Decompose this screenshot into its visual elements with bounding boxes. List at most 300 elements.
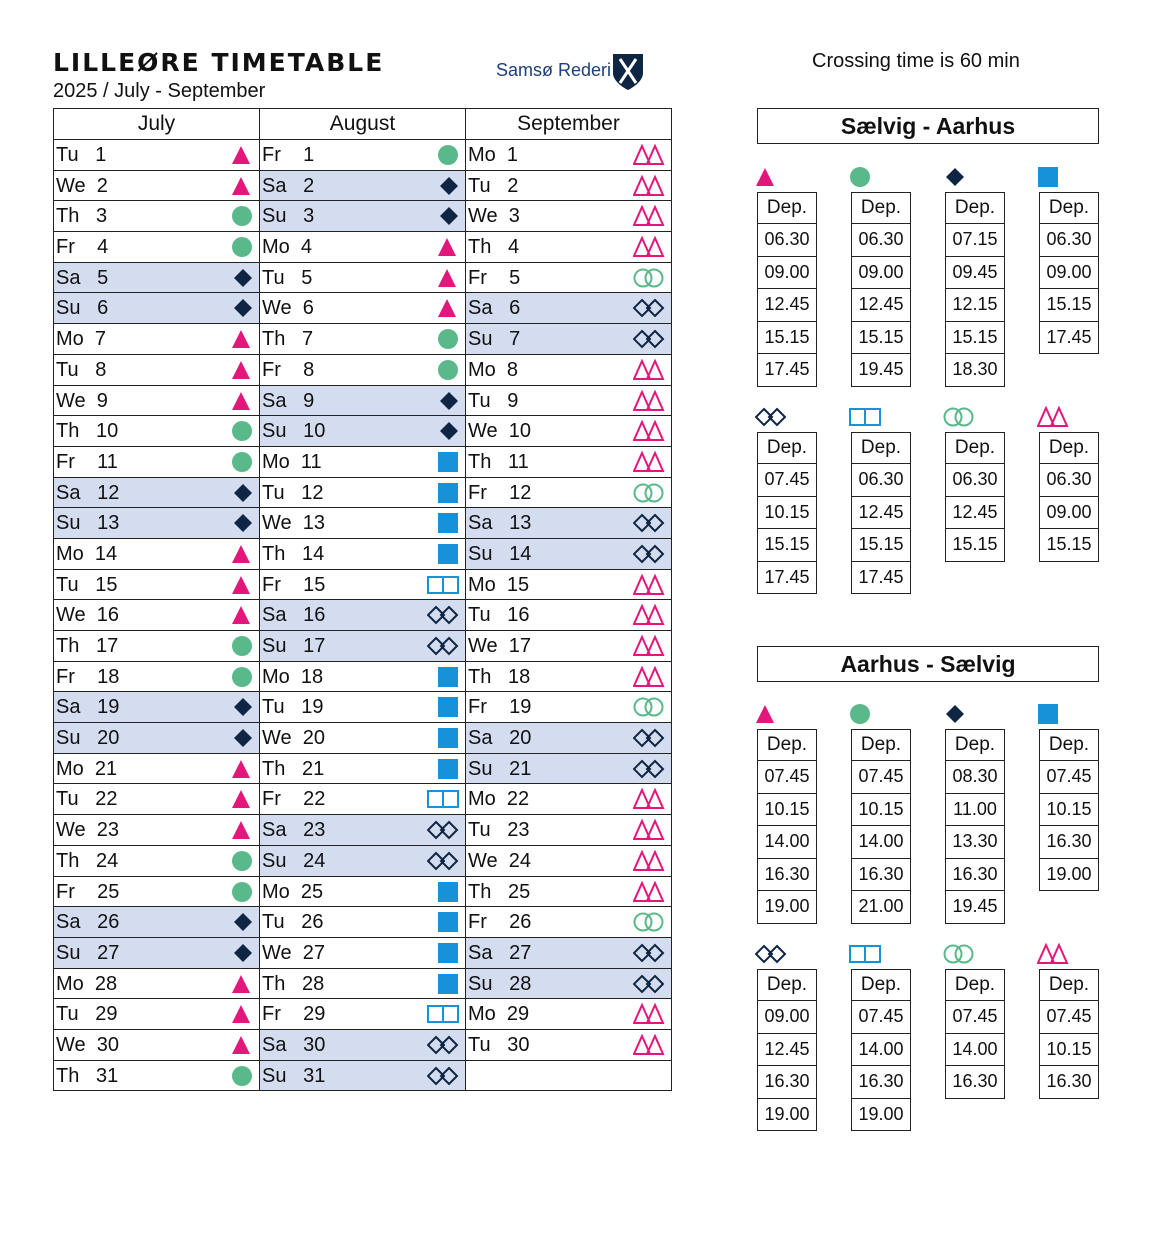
schedule-symbol xyxy=(427,727,459,749)
schedule-legend-symbol xyxy=(943,943,975,965)
schedule-symbol xyxy=(427,881,459,903)
schedule-symbol xyxy=(427,267,459,289)
day-label: Su 6 xyxy=(56,297,109,320)
schedule-symbol xyxy=(633,512,665,534)
day-cell xyxy=(466,293,672,324)
day-cell xyxy=(54,201,260,232)
navy-diamond-icon xyxy=(427,175,459,197)
schedule-symbol xyxy=(221,819,253,841)
schedule-symbol xyxy=(633,543,665,565)
day-cell xyxy=(466,385,672,416)
calendar-row xyxy=(54,170,672,201)
departure-header: Dep. xyxy=(946,433,1005,464)
schedule-legend-symbol xyxy=(849,406,881,428)
blue-square-icon xyxy=(427,512,459,534)
schedule-symbol xyxy=(221,881,253,903)
day-label: Fr 25 xyxy=(56,880,120,903)
schedule-symbol xyxy=(633,175,665,197)
schedule-symbol xyxy=(633,819,665,841)
day-cell xyxy=(54,723,260,754)
calendar-row xyxy=(54,232,672,263)
departure-time: 17.45 xyxy=(758,354,817,387)
day-cell xyxy=(54,968,260,999)
blue-double-square-icon xyxy=(427,788,459,810)
day-cell xyxy=(466,784,672,815)
schedule-symbol xyxy=(633,297,665,319)
departure-time: 16.30 xyxy=(946,1066,1005,1099)
day-label: Mo 14 xyxy=(56,542,118,565)
day-cell xyxy=(466,538,672,569)
day-cell xyxy=(260,324,466,355)
departure-header: Dep. xyxy=(946,193,1005,224)
day-label: Su 3 xyxy=(262,205,315,228)
schedule-symbol xyxy=(633,635,665,657)
navy-diamond-icon xyxy=(221,482,253,504)
blue-square-icon xyxy=(427,758,459,780)
departure-time: 17.45 xyxy=(852,561,911,594)
day-cell xyxy=(260,140,466,171)
schedule-symbol xyxy=(427,819,459,841)
day-cell xyxy=(466,477,672,508)
departure-table xyxy=(757,729,817,924)
calendar-row xyxy=(54,446,672,477)
departure-time: 09.00 xyxy=(758,1001,817,1034)
navy-double-diamond-icon xyxy=(427,819,459,841)
schedule-symbol xyxy=(633,727,665,749)
day-cell xyxy=(466,508,672,539)
navy-double-diamond-icon xyxy=(633,942,665,964)
departure-time: 16.30 xyxy=(758,858,817,891)
departure-time: 16.30 xyxy=(758,1066,817,1099)
departure-time: 12.45 xyxy=(758,1033,817,1066)
green-circle-icon xyxy=(849,703,881,725)
pink-double-triangle-icon xyxy=(633,451,665,473)
navy-double-diamond-icon xyxy=(427,1065,459,1087)
schedule-symbol xyxy=(427,175,459,197)
day-cell xyxy=(466,907,672,938)
day-cell xyxy=(260,385,466,416)
day-label: We 9 xyxy=(56,389,108,412)
schedule-symbol xyxy=(427,1003,459,1025)
departure-time: 07.45 xyxy=(758,464,817,497)
departure-table xyxy=(945,432,1005,562)
blue-double-square-icon xyxy=(427,574,459,596)
day-label: Tu 5 xyxy=(262,266,313,289)
day-label: We 24 xyxy=(468,849,531,872)
pink-triangle-icon xyxy=(221,758,253,780)
pink-triangle-icon xyxy=(221,973,253,995)
day-label: Mo 11 xyxy=(262,450,322,473)
day-label: Sa 2 xyxy=(262,174,315,197)
departure-table xyxy=(757,432,817,594)
schedule-symbol xyxy=(427,359,459,381)
navy-diamond-icon xyxy=(221,942,253,964)
schedule-legend-symbol xyxy=(755,166,787,188)
schedule-symbol xyxy=(427,850,459,872)
day-label: Tu 19 xyxy=(262,696,324,719)
pink-double-triangle-icon xyxy=(633,420,665,442)
departure-header: Dep. xyxy=(758,970,817,1001)
day-label: Tu 22 xyxy=(56,788,118,811)
schedule-symbol xyxy=(427,328,459,350)
blue-square-icon xyxy=(427,973,459,995)
day-label: We 30 xyxy=(56,1033,119,1056)
schedule-symbol xyxy=(221,236,253,258)
schedule-symbol xyxy=(221,911,253,933)
departure-time: 06.30 xyxy=(758,224,817,257)
departure-table xyxy=(851,969,911,1131)
pink-triangle-icon xyxy=(221,543,253,565)
departure-time: 07.45 xyxy=(946,1001,1005,1034)
green-circle-icon xyxy=(221,236,253,258)
departure-time: 17.45 xyxy=(1040,321,1099,354)
pink-double-triangle-icon xyxy=(633,175,665,197)
departure-table xyxy=(851,192,911,387)
day-label: Fr 5 xyxy=(468,266,521,289)
schedule-symbol xyxy=(633,420,665,442)
day-label: Fr 29 xyxy=(262,1003,326,1026)
departure-time: 07.45 xyxy=(852,1001,911,1034)
day-label: Th 25 xyxy=(468,880,531,903)
day-label: Tu 16 xyxy=(468,604,530,627)
navy-double-diamond-icon xyxy=(633,328,665,350)
pink-double-triangle-icon xyxy=(633,819,665,841)
schedule-legend-symbol xyxy=(755,943,787,965)
calendar-row xyxy=(54,937,672,968)
schedule-symbol xyxy=(633,482,665,504)
pink-double-triangle-icon xyxy=(633,881,665,903)
schedule-symbol xyxy=(427,512,459,534)
day-cell xyxy=(260,784,466,815)
schedule-symbol xyxy=(633,604,665,626)
departure-time: 09.45 xyxy=(946,256,1005,289)
calendar-row xyxy=(54,416,672,447)
schedule-symbol xyxy=(221,942,253,964)
schedule-symbol xyxy=(633,390,665,412)
calendar-row xyxy=(54,999,672,1030)
day-label: Tu 2 xyxy=(468,174,519,197)
day-cell xyxy=(54,845,260,876)
day-cell xyxy=(260,753,466,784)
day-cell xyxy=(260,631,466,662)
day-label: Su 31 xyxy=(262,1064,326,1087)
calendar-row xyxy=(54,876,672,907)
day-cell xyxy=(260,815,466,846)
day-cell xyxy=(466,723,672,754)
departure-time: 07.45 xyxy=(1040,1001,1099,1034)
departure-time: 12.45 xyxy=(852,289,911,322)
schedule-symbol xyxy=(427,604,459,626)
day-cell xyxy=(466,232,672,263)
pink-triangle-icon xyxy=(221,144,253,166)
day-label: Fr 4 xyxy=(56,236,109,259)
day-cell xyxy=(260,937,466,968)
schedule-symbol xyxy=(427,666,459,688)
day-label: Sa 12 xyxy=(56,481,120,504)
day-label: Sa 16 xyxy=(262,604,326,627)
departure-table xyxy=(945,729,1005,924)
departure-time: 06.30 xyxy=(852,224,911,257)
departure-time: 07.45 xyxy=(1040,761,1099,794)
departure-time: 07.45 xyxy=(758,761,817,794)
day-label: Th 4 xyxy=(468,236,520,259)
pink-triangle-icon xyxy=(221,1034,253,1056)
departure-time: 16.30 xyxy=(946,858,1005,891)
day-label: We 13 xyxy=(262,512,325,535)
day-cell xyxy=(260,907,466,938)
departure-header: Dep. xyxy=(758,433,817,464)
blue-square-icon xyxy=(427,482,459,504)
schedule-symbol xyxy=(427,297,459,319)
pink-double-triangle-icon xyxy=(633,574,665,596)
schedule-symbol xyxy=(221,543,253,565)
schedule-symbol xyxy=(427,1065,459,1087)
day-label: We 6 xyxy=(262,297,314,320)
pink-double-triangle-icon xyxy=(633,390,665,412)
pink-double-triangle-icon xyxy=(633,205,665,227)
navy-diamond-icon xyxy=(427,390,459,412)
day-label: Fr 11 xyxy=(56,450,118,473)
day-cell xyxy=(466,1029,672,1060)
day-cell xyxy=(260,1060,466,1091)
day-cell xyxy=(466,262,672,293)
navy-double-diamond-icon xyxy=(633,297,665,319)
pink-double-triangle-icon xyxy=(633,850,665,872)
departure-time: 19.00 xyxy=(758,891,817,924)
day-cell xyxy=(260,999,466,1030)
departure-header: Dep. xyxy=(1040,433,1099,464)
day-cell xyxy=(54,600,260,631)
schedule-legend-symbol xyxy=(943,703,975,725)
day-cell xyxy=(466,140,672,171)
departure-time: 14.00 xyxy=(852,1033,911,1066)
day-label: Mo 15 xyxy=(468,573,530,596)
day-label: Fr 18 xyxy=(56,665,120,688)
departure-time: 15.15 xyxy=(1040,289,1099,322)
calendar-table xyxy=(53,108,672,1091)
calendar-row xyxy=(54,477,672,508)
pink-triangle-icon xyxy=(427,297,459,319)
departure-table xyxy=(1039,729,1099,891)
calendar-row xyxy=(54,538,672,569)
calendar-row xyxy=(54,354,672,385)
departure-time: 19.00 xyxy=(852,1098,911,1131)
day-cell xyxy=(260,293,466,324)
day-cell xyxy=(54,815,260,846)
calendar-row xyxy=(54,385,672,416)
day-cell xyxy=(466,815,672,846)
day-label: Mo 18 xyxy=(262,665,324,688)
blue-square-icon xyxy=(427,666,459,688)
green-circle-icon xyxy=(221,666,253,688)
day-cell xyxy=(466,999,672,1030)
schedule-symbol xyxy=(427,1034,459,1056)
schedule-symbol xyxy=(633,758,665,780)
departure-header: Dep. xyxy=(1040,970,1099,1001)
calendar-row xyxy=(54,201,672,232)
schedule-legend-symbol xyxy=(1037,406,1069,428)
pink-triangle-icon xyxy=(427,236,459,258)
schedule-symbol xyxy=(221,420,253,442)
schedule-symbol xyxy=(427,144,459,166)
schedule-symbol xyxy=(427,236,459,258)
schedule-symbol xyxy=(633,451,665,473)
departure-time: 15.15 xyxy=(946,529,1005,562)
day-cell xyxy=(54,477,260,508)
calendar-row xyxy=(54,1060,672,1091)
schedule-legend-symbol xyxy=(943,166,975,188)
calendar-row xyxy=(54,845,672,876)
day-cell xyxy=(260,845,466,876)
day-cell xyxy=(54,262,260,293)
schedule-symbol xyxy=(633,911,665,933)
day-label: Tu 29 xyxy=(56,1003,118,1026)
green-double-circle-icon xyxy=(633,482,665,504)
day-label: Mo 29 xyxy=(468,1003,530,1026)
departure-time: 19.00 xyxy=(1040,858,1099,891)
day-cell xyxy=(54,232,260,263)
day-cell xyxy=(260,600,466,631)
green-double-circle-icon xyxy=(633,696,665,718)
day-label: Su 27 xyxy=(56,941,120,964)
departure-table xyxy=(1039,969,1099,1099)
departure-time: 07.15 xyxy=(946,224,1005,257)
departure-table xyxy=(757,969,817,1131)
blue-square-icon xyxy=(427,942,459,964)
day-cell xyxy=(54,631,260,662)
departure-table xyxy=(851,432,911,594)
day-label: Mo 21 xyxy=(56,757,118,780)
day-label: Mo 1 xyxy=(468,144,519,166)
day-cell xyxy=(260,569,466,600)
schedule-legend-symbol xyxy=(943,406,975,428)
departure-header: Dep. xyxy=(852,970,911,1001)
departure-time: 09.00 xyxy=(758,256,817,289)
day-cell xyxy=(260,354,466,385)
crossing-time-note: Crossing time is 60 min xyxy=(812,50,1020,72)
day-cell xyxy=(260,876,466,907)
departure-table xyxy=(1039,192,1099,354)
departure-time: 19.45 xyxy=(946,891,1005,924)
schedule-legend-symbol xyxy=(849,703,881,725)
green-double-circle-icon xyxy=(633,911,665,933)
day-label: We 3 xyxy=(468,205,520,228)
calendar-row xyxy=(54,692,672,723)
day-label: Mo 22 xyxy=(468,788,530,811)
navy-double-diamond-icon xyxy=(633,727,665,749)
navy-diamond-icon xyxy=(221,297,253,319)
pink-double-triangle-icon xyxy=(633,144,665,166)
day-cell xyxy=(260,538,466,569)
pink-triangle-icon xyxy=(427,267,459,289)
navy-double-diamond-icon xyxy=(427,635,459,657)
departure-time: 16.30 xyxy=(852,1066,911,1099)
schedule-symbol xyxy=(427,543,459,565)
departure-time: 15.15 xyxy=(946,321,1005,354)
green-circle-icon xyxy=(427,328,459,350)
schedule-symbol xyxy=(633,666,665,688)
day-cell xyxy=(54,354,260,385)
day-cell xyxy=(54,1029,260,1060)
pink-double-triangle-icon xyxy=(633,635,665,657)
pink-triangle-icon xyxy=(221,1003,253,1025)
navy-double-diamond-icon xyxy=(633,758,665,780)
calendar-row xyxy=(54,262,672,293)
schedule-symbol xyxy=(427,390,459,412)
schedule-symbol xyxy=(221,451,253,473)
departure-time: 09.00 xyxy=(852,256,911,289)
departure-time: 06.30 xyxy=(1040,224,1099,257)
calendar-row xyxy=(54,569,672,600)
schedule-symbol xyxy=(633,236,665,258)
day-cell xyxy=(466,600,672,631)
day-cell xyxy=(466,937,672,968)
navy-diamond-icon xyxy=(221,267,253,289)
day-label: Sa 20 xyxy=(468,727,532,750)
day-label: Sa 6 xyxy=(468,297,521,320)
calendar-row xyxy=(54,631,672,662)
calendar-row xyxy=(54,815,672,846)
day-label: Su 13 xyxy=(56,512,120,535)
schedule-symbol xyxy=(427,758,459,780)
departure-header: Dep. xyxy=(852,730,911,761)
day-cell xyxy=(466,631,672,662)
green-double-circle-icon xyxy=(633,267,665,289)
departure-time: 12.45 xyxy=(946,496,1005,529)
day-label: Mo 8 xyxy=(468,358,519,381)
day-cell xyxy=(466,416,672,447)
schedule-symbol xyxy=(221,604,253,626)
schedule-symbol xyxy=(633,850,665,872)
day-cell xyxy=(466,1060,672,1091)
schedule-symbol xyxy=(221,574,253,596)
navy-diamond-icon xyxy=(943,703,975,725)
pink-triangle-icon xyxy=(221,604,253,626)
day-cell xyxy=(466,845,672,876)
shield-logo-icon xyxy=(612,53,644,91)
schedule-legend-symbol xyxy=(1037,703,1069,725)
departure-header: Dep. xyxy=(1040,730,1099,761)
day-cell xyxy=(466,324,672,355)
green-circle-icon xyxy=(221,420,253,442)
day-cell xyxy=(260,968,466,999)
departure-table xyxy=(945,969,1005,1099)
day-label: Mo 7 xyxy=(56,328,107,351)
departure-time: 17.45 xyxy=(758,561,817,594)
day-cell xyxy=(54,784,260,815)
day-cell xyxy=(54,324,260,355)
green-circle-icon xyxy=(221,451,253,473)
departure-time: 15.15 xyxy=(758,529,817,562)
blue-square-icon xyxy=(1037,703,1069,725)
day-label: Th 28 xyxy=(262,972,325,995)
schedule-symbol xyxy=(633,1034,665,1056)
day-label: We 10 xyxy=(468,420,531,443)
day-cell xyxy=(466,201,672,232)
day-label: Tu 26 xyxy=(262,911,324,934)
departure-table xyxy=(851,729,911,924)
schedule-symbol xyxy=(221,727,253,749)
schedule-legend-symbol xyxy=(755,406,787,428)
day-label: Sa 19 xyxy=(56,696,120,719)
departure-header: Dep. xyxy=(852,193,911,224)
day-cell xyxy=(466,446,672,477)
schedule-symbol xyxy=(221,973,253,995)
calendar-row xyxy=(54,140,672,171)
day-cell xyxy=(466,170,672,201)
blue-square-icon xyxy=(427,543,459,565)
green-circle-icon xyxy=(221,205,253,227)
